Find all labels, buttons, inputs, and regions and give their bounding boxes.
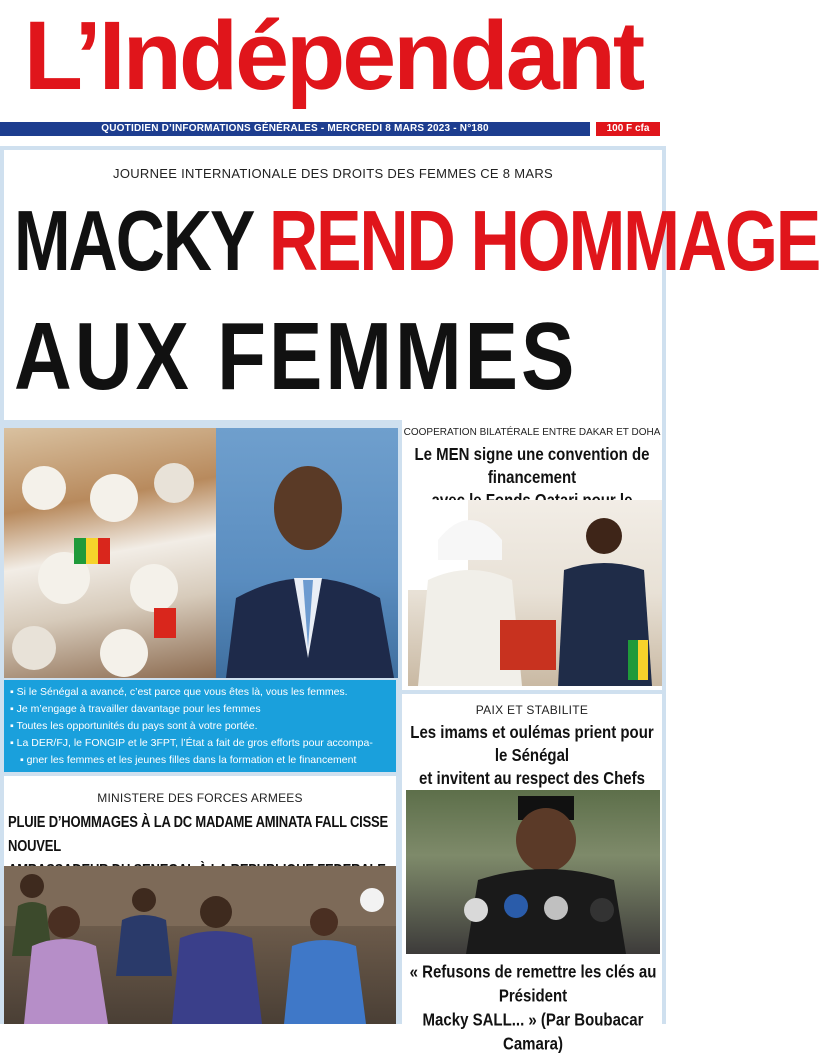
paix-kicker: PAIX ET STABILITE xyxy=(475,703,589,717)
macky-sall-photo xyxy=(216,428,398,678)
dateline-bar xyxy=(0,122,590,136)
speaker-photo xyxy=(406,790,660,954)
coop-title-line1: Le MEN signe une convention de financement xyxy=(414,445,650,488)
lead-bullets xyxy=(4,680,396,772)
bullet-5: ▪ gner les femmes et les jeunes filles dans la formation et le financement xyxy=(10,752,390,769)
lead-kicker: JOURNEE INTERNATIONALE DES DROITS DES FEMMES CE 8 MARS xyxy=(113,166,553,181)
bullet-1: ▪ Si le Sénégal a avancé, c’est parce que vous êtes là, vous les femmes. xyxy=(10,684,390,701)
paix-title-line1: Les imams et oulémas prient pour le Sénégal xyxy=(410,723,654,766)
dateline: QUOTIDIEN D’INFORMATIONS GÉNÉRALES - MERCREDI 8 MARS 2023 - N°180 xyxy=(101,123,489,134)
quote-line2: Macky SALL... » (Par Boubacar Camara) xyxy=(422,1010,644,1055)
bullet-2: ▪ Je m’engage à travailler davantage pour les femmes xyxy=(10,701,390,718)
paix-title-line2: et invitent au respect des Chefs xyxy=(419,769,645,789)
signing-illustration xyxy=(408,500,662,686)
lead-headline[interactable] xyxy=(14,193,819,289)
speaker-illustration xyxy=(406,790,660,954)
coop-kicker: COOPERATION BILATÉRALE ENTRE DAKAR ET DOHA xyxy=(403,427,661,438)
armee-kicker: MINISTERE DES FORCES ARMEES xyxy=(97,791,303,805)
masthead xyxy=(0,0,666,122)
portrait-illustration xyxy=(216,428,398,678)
headline-black: MACKY xyxy=(14,193,253,289)
camara-quote-headline[interactable] xyxy=(404,960,662,1057)
ceremony-photo xyxy=(4,866,396,1024)
newspaper-title: L’Indépendant xyxy=(23,1,643,110)
bullet-3: ▪ Toutes les opportunités du pays sont à votre portée. xyxy=(10,718,390,735)
headline-red: REND HOMMAGE xyxy=(269,193,819,289)
women-crowd-photo xyxy=(4,428,216,678)
armee-title-line1: PLUIE D’HOMMAGES À LA DC MADAME AMINATA FALL CISSE NOUVEL xyxy=(8,812,388,855)
quote-line1: « Refusons de remettre les clés au Président xyxy=(409,962,657,1006)
price-badge: 100 F cfa xyxy=(596,122,660,136)
ceremony-illustration xyxy=(4,866,396,1024)
women-crowd-illustration xyxy=(4,428,216,678)
bullet-4: ▪ La DER/FJ, le FONGIP et le 3FPT, l’État a fait de gros efforts pour accompa- xyxy=(10,735,390,752)
signing-photo xyxy=(408,500,662,686)
lead-headline-line2[interactable]: AUX FEMMES xyxy=(14,302,578,410)
